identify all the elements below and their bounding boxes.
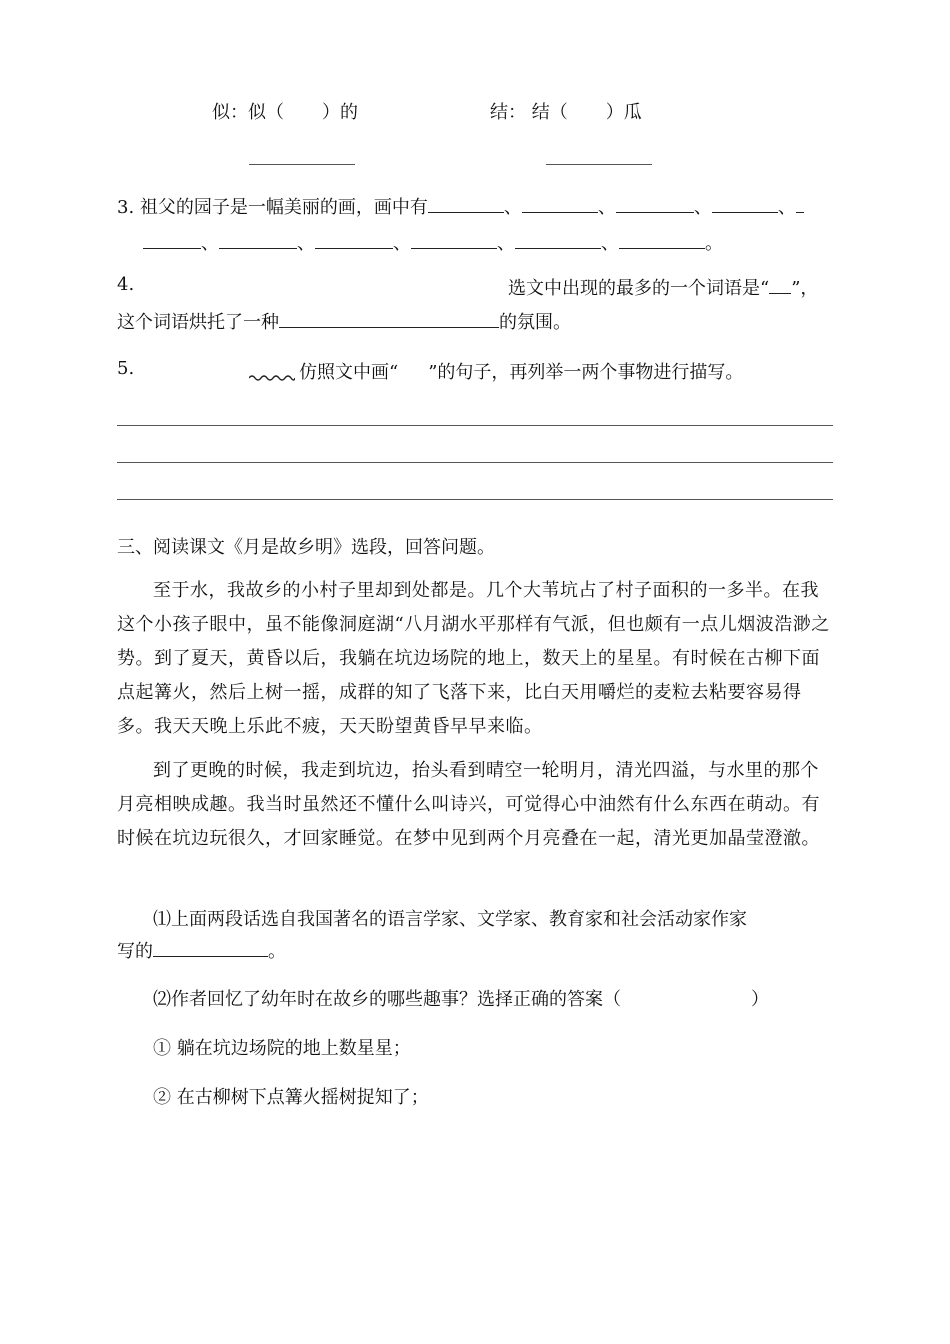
pair-right-answer-line[interactable] [546, 164, 652, 165]
answer-blank[interactable] [515, 230, 601, 249]
answer-line-1[interactable] [117, 425, 833, 426]
answer-blank[interactable] [279, 309, 499, 328]
pair-right-suffix: ）瓜 [605, 102, 642, 123]
separator: 、 [777, 197, 796, 218]
separator: 、 [601, 233, 619, 254]
question-3-line1 [117, 193, 804, 219]
question-4-line2-end: 的氛围。 [499, 312, 571, 333]
answer-blank[interactable] [153, 938, 268, 957]
question-4-number: 4. [117, 274, 135, 295]
separator: 、 [497, 233, 515, 254]
period: 。 [705, 233, 723, 254]
answer-line-2[interactable] [117, 462, 833, 463]
wavy-underline-mark [249, 374, 295, 382]
option-2: ② 在古柳树下点篝火摇树捉知了； [153, 1087, 429, 1108]
question-5-text-end: ”的句子，再列举一两个事物进行描写。 [428, 362, 744, 383]
pair-right-label: 结： [490, 102, 526, 123]
answer-blank[interactable] [522, 194, 598, 213]
passage-paragraph-2: 到了更晚的时候，我走到坑边，抬头看到晴空一轮明月，清光四溢，与水里的那个月亮相映成趣。我当时虽然还不懂什么叫诗兴，可觉得心中油然有什么东西在萌动。有时候在坑边玩很久，才回家睡觉。在梦中见到两个月亮叠在一起，清光更加晶莹澄澈。 [117, 760, 820, 849]
pair-left-prefix: 似（ [248, 102, 284, 123]
pair-right [490, 98, 642, 124]
subquestion-1-line1: ⑴上面两段话选自我国著名的语言学家、文学家、教育家和社会活动家作家 [153, 909, 747, 930]
answer-blank[interactable] [219, 230, 297, 249]
question-3-text: 祖父的园子是一幅美丽的画，画中有 [139, 197, 428, 218]
answer-blank[interactable] [428, 194, 504, 213]
answer-blank[interactable] [616, 194, 694, 213]
question-4-text: 选文中出现的最多的一个词语是“ [508, 278, 770, 299]
question-3-line2 [143, 229, 723, 255]
pair-left-suffix: ）的 [322, 102, 358, 123]
answer-blank[interactable] [712, 194, 778, 213]
option-1: ① 躺在坑边场院的地上数星星； [153, 1038, 411, 1059]
separator: 、 [597, 197, 616, 218]
question-4-quote-end: ”， [791, 278, 819, 299]
separator: 、 [297, 233, 315, 254]
answer-blank[interactable] [619, 230, 705, 249]
subquestion-1-period: 。 [268, 941, 286, 962]
separator: 、 [503, 197, 522, 218]
answer-line-3[interactable] [117, 499, 833, 500]
separator: 、 [201, 233, 219, 254]
pair-left-answer-line[interactable] [249, 164, 355, 165]
subquestion-2 [153, 985, 769, 1011]
answer-blank[interactable] [769, 275, 791, 294]
answer-blank[interactable] [411, 230, 497, 249]
pair-left [212, 98, 358, 124]
question-5-text [299, 358, 743, 384]
subquestion-1-line2 [117, 937, 286, 963]
question-4-line1 [508, 274, 818, 300]
pair-left-label: 似： [212, 102, 248, 123]
question-3-number: 3. [117, 197, 135, 218]
question-4-line2 [117, 308, 571, 334]
passage-paragraph-1: 至于水，我故乡的小村子里却到处都是。几个大苇坑占了村子面积的一多半。在我这个小孩子眼中，虽不能像洞庭湖“八月湖水平那样有气派，但也颇有一点儿烟波浩渺之势。到了夏天，黄昏以后，我躺在坑边场院的地上，数天上的星星。有时候在古柳下面点起篝火，然后上树一摇，成群的知了飞落下来，比白天用嚼烂的麦粒去粘要容易得多。我天天晚上乐此不疲，天天盼望黄昏早早来临。 [117, 580, 830, 737]
answer-blank[interactable] [315, 230, 393, 249]
subquestion-2-text: ⑵作者回忆了幼年时在故乡的哪些趣事？选择正确的答案（ [153, 989, 621, 1010]
separator: 、 [693, 197, 712, 218]
answer-blank[interactable] [796, 194, 804, 213]
subquestion-2-paren-end: ） [751, 989, 769, 1010]
subquestion-1-line2-start: 写的 [117, 941, 153, 962]
question-4-line2-start: 这个词语烘托了一种 [117, 312, 279, 333]
separator: 、 [393, 233, 411, 254]
section-3-heading: 三、阅读课文《月是故乡明》选段，回答问题。 [117, 537, 495, 558]
question-5-number: 5. [117, 358, 135, 379]
answer-blank[interactable] [143, 230, 201, 249]
question-5-text-start: 仿照文中画“ [299, 362, 399, 383]
pair-right-prefix: 结（ [531, 102, 568, 123]
